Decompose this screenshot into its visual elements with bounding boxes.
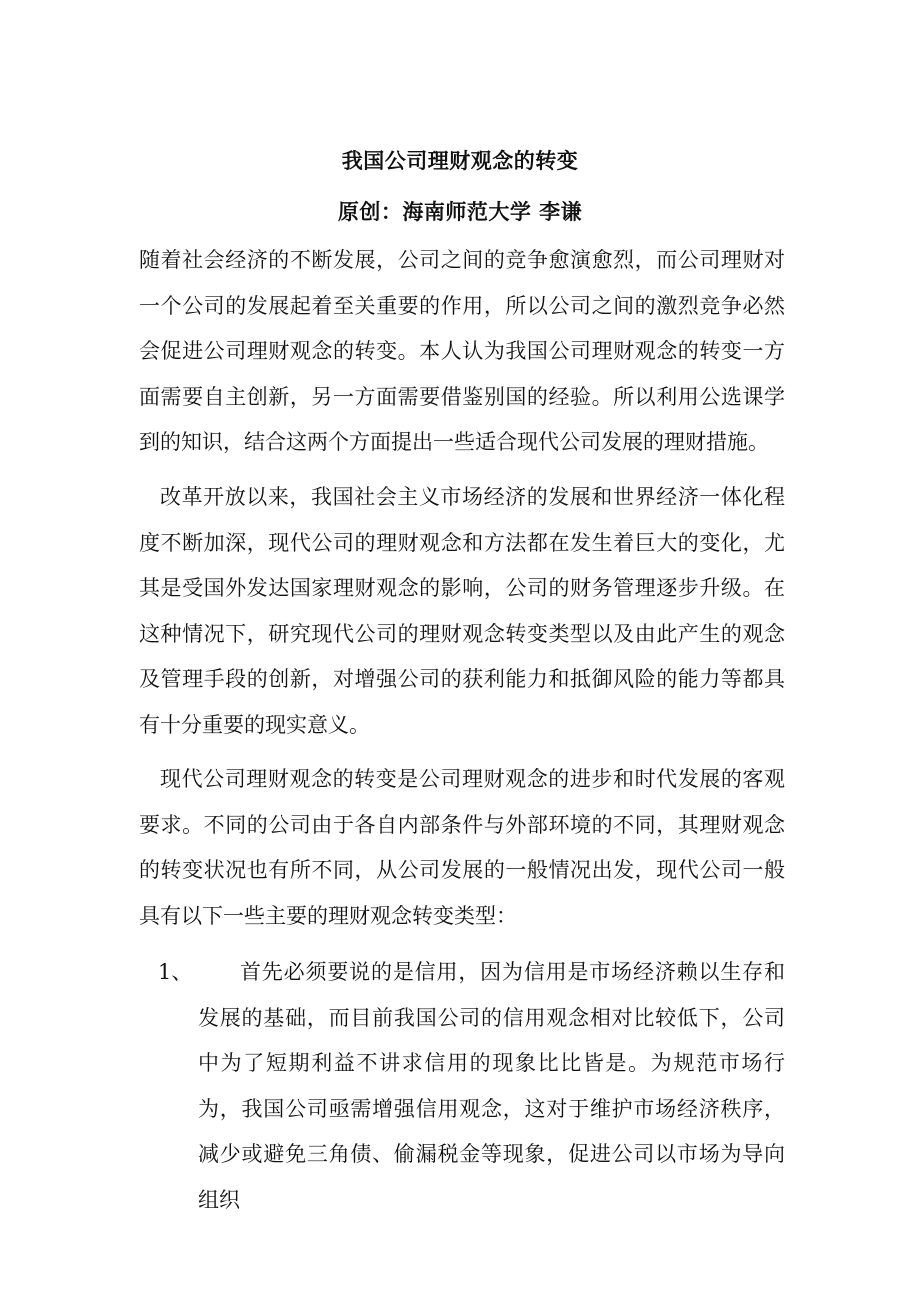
paragraph-text: 现代公司理财观念的转变是公司理财观念的进步和时代发展的客观要求。不同的公司由于各自内部条件与外部环境的不同，其理财观念的转变状况也有所不同，从公司发展的一般情况出发，现代公司一般具有以下一些主要的理财观念转变类型： bbox=[139, 767, 785, 928]
list-item bbox=[158, 950, 785, 1224]
numbered-list bbox=[158, 950, 785, 1224]
list-item-text: 首先必须要说的是信用，因为信用是市场经济赖以生存和发展的基础，而目前我国公司的信用观念相对比较低下，公司中为了短期利益不讲求信用的现象比比皆是。为规范市场行为，我国公司亟需增强信用观念，这对于维护市场经济秩序，减少或避免三角债、偷漏税金等现象，促进公司以市场为导向组织 bbox=[198, 960, 785, 1212]
paragraph-text: 随着社会经济的不断发展，公司之间的竞争愈演愈烈，而公司理财对一个公司的发展起着至关重要的作用，所以公司之间的激烈竞争必然会促进公司理财观念的转变。本人认为我国公司理财观念的转变一方面需要自主创新，另一方面需要借鉴别国的经验。所以利用公选课学到的知识，结合这两个方面提出一些适合现代公司发展的理财措施。 bbox=[139, 248, 785, 455]
list-item-number: 1、 bbox=[158, 960, 193, 984]
paragraph-intro bbox=[139, 238, 785, 466]
paragraph-types-intro bbox=[139, 757, 785, 939]
paragraph-background bbox=[139, 475, 785, 749]
paragraph-text: 改革开放以来，我国社会主义市场经济的发展和世界经济一体化程度不断加深，现代公司的理财观念和方法都在发生着巨大的变化，尤其是受国外发达国家理财观念的影响，公司的财务管理逐步升级。在这种情况下，研究现代公司的理财观念转变类型以及由此产生的观念及管理手段的创新，对增强公司的获利能力和抵御风险的能力等都具有十分重要的现实意义。 bbox=[139, 485, 785, 737]
document-title: 我国公司理财观念的转变 bbox=[341, 148, 579, 173]
document-byline: 原创：海南师范大学 李谦 bbox=[337, 199, 583, 224]
